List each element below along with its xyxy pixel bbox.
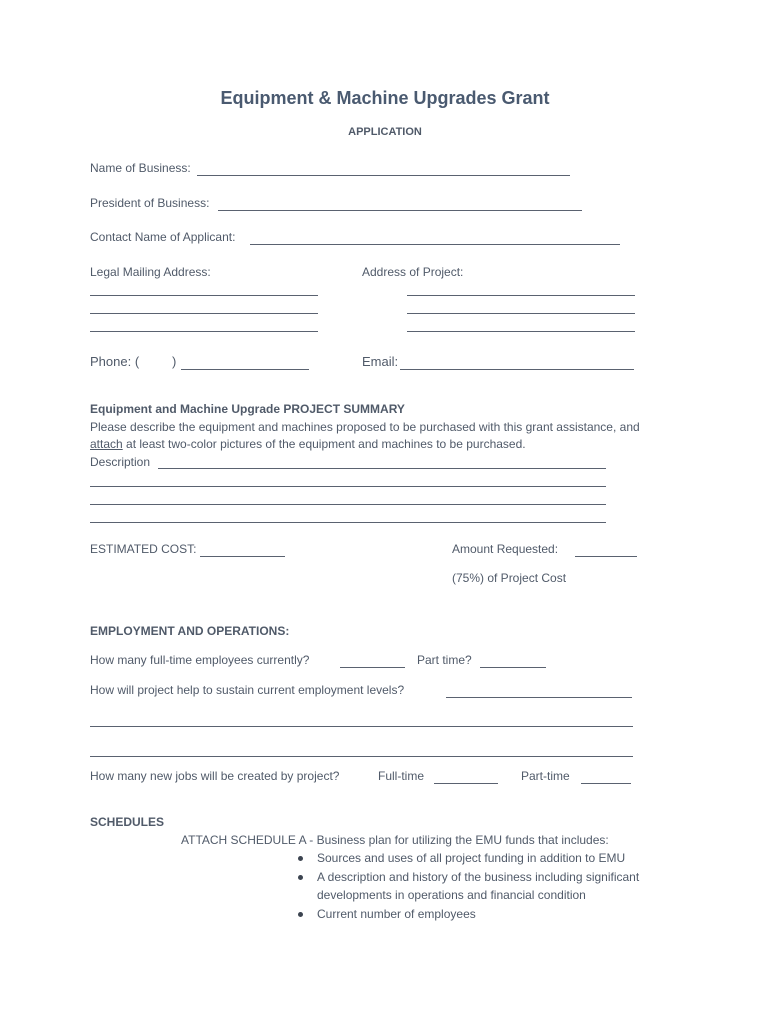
- phone-label: Phone: (: [90, 354, 140, 369]
- address-of-project-label: Address of Project:: [362, 265, 464, 279]
- part-time-label: Part time?: [417, 653, 476, 667]
- project-summary-instruction-1: Please describe the equipment and machines proposed to be purchased with this grant assistance, and: [90, 420, 640, 434]
- new-full-time-label: Full-time: [378, 769, 428, 783]
- new-part-time-label: Part-time: [521, 769, 574, 783]
- amount-requested-field[interactable]: [575, 556, 637, 557]
- project-summary-heading: Equipment and Machine Upgrade PROJECT SUMMARY: [90, 402, 405, 416]
- new-jobs-question: How many new jobs will be created by project?: [90, 769, 340, 783]
- amount-requested-label: Amount Requested:: [452, 542, 562, 556]
- president-of-business-label: President of Business:: [90, 196, 213, 210]
- name-of-business-field[interactable]: [197, 175, 570, 176]
- bullet-icon: [298, 856, 303, 861]
- project-summary-instruction-2: [90, 437, 526, 451]
- sustain-answer-line-1[interactable]: [446, 697, 632, 698]
- estimated-cost-field[interactable]: [200, 556, 285, 557]
- new-part-time-field[interactable]: [581, 783, 631, 784]
- sustain-answer-line-2[interactable]: [90, 726, 633, 727]
- employment-heading: EMPLOYMENT AND OPERATIONS:: [90, 624, 290, 638]
- full-time-question: How many full-time employees currently?: [90, 653, 313, 667]
- legal-mailing-address-label: Legal Mailing Address:: [90, 265, 211, 279]
- project-address-line-1[interactable]: [407, 295, 635, 296]
- bullet-icon: [298, 912, 303, 917]
- form-subtitle: APPLICATION: [348, 126, 422, 138]
- phone-area-code-field[interactable]: [140, 369, 166, 370]
- schedule-bullet-1: Sources and uses of all project funding in addition to EMU: [317, 851, 626, 865]
- contact-name-label: Contact Name of Applicant:: [90, 230, 239, 244]
- mailing-address-line-2[interactable]: [90, 313, 318, 314]
- phone-close-paren: ): [172, 354, 177, 369]
- schedule-bullet-2-continued: developments in operations and financial condition: [317, 888, 586, 902]
- attach-word: attach: [90, 437, 123, 451]
- full-time-current-field[interactable]: [340, 667, 405, 668]
- name-of-business-label: Name of Business:: [90, 161, 195, 175]
- mailing-address-line-1[interactable]: [90, 295, 318, 296]
- schedules-heading: SCHEDULES: [90, 815, 165, 829]
- contact-name-field[interactable]: [250, 244, 620, 245]
- project-address-line-3[interactable]: [407, 331, 635, 332]
- president-of-business-field[interactable]: [218, 210, 582, 211]
- email-label: Email:: [362, 354, 399, 369]
- bullet-icon: [298, 875, 303, 880]
- description-label: Description: [90, 455, 154, 469]
- new-full-time-field[interactable]: [434, 783, 498, 784]
- schedule-bullet-3: Current number of employees: [317, 907, 476, 921]
- mailing-address-line-3[interactable]: [90, 331, 318, 332]
- schedule-bullet-2: A description and history of the business including significant: [317, 870, 640, 884]
- form-title: Equipment & Machine Upgrades Grant: [220, 88, 550, 108]
- sustain-answer-line-3[interactable]: [90, 756, 633, 757]
- estimated-cost-label: ESTIMATED COST:: [90, 542, 200, 556]
- project-address-line-2[interactable]: [407, 313, 635, 314]
- phone-number-field[interactable]: [181, 369, 309, 370]
- description-line-2[interactable]: [90, 486, 606, 487]
- description-line-3[interactable]: [90, 504, 606, 505]
- percent-of-project-cost: (75%) of Project Cost: [452, 571, 567, 585]
- email-field[interactable]: [400, 369, 634, 370]
- description-line-1[interactable]: [158, 468, 606, 469]
- part-time-current-field[interactable]: [480, 667, 546, 668]
- sustain-employment-question: How will project help to sustain current employment levels?: [90, 683, 408, 697]
- attach-schedule-a: ATTACH SCHEDULE A - Business plan for utilizing the EMU funds that includes:: [181, 833, 609, 847]
- description-line-4[interactable]: [90, 522, 606, 523]
- instruction-2-rest: at least two-color pictures of the equipment and machines to be purchased.: [122, 437, 526, 451]
